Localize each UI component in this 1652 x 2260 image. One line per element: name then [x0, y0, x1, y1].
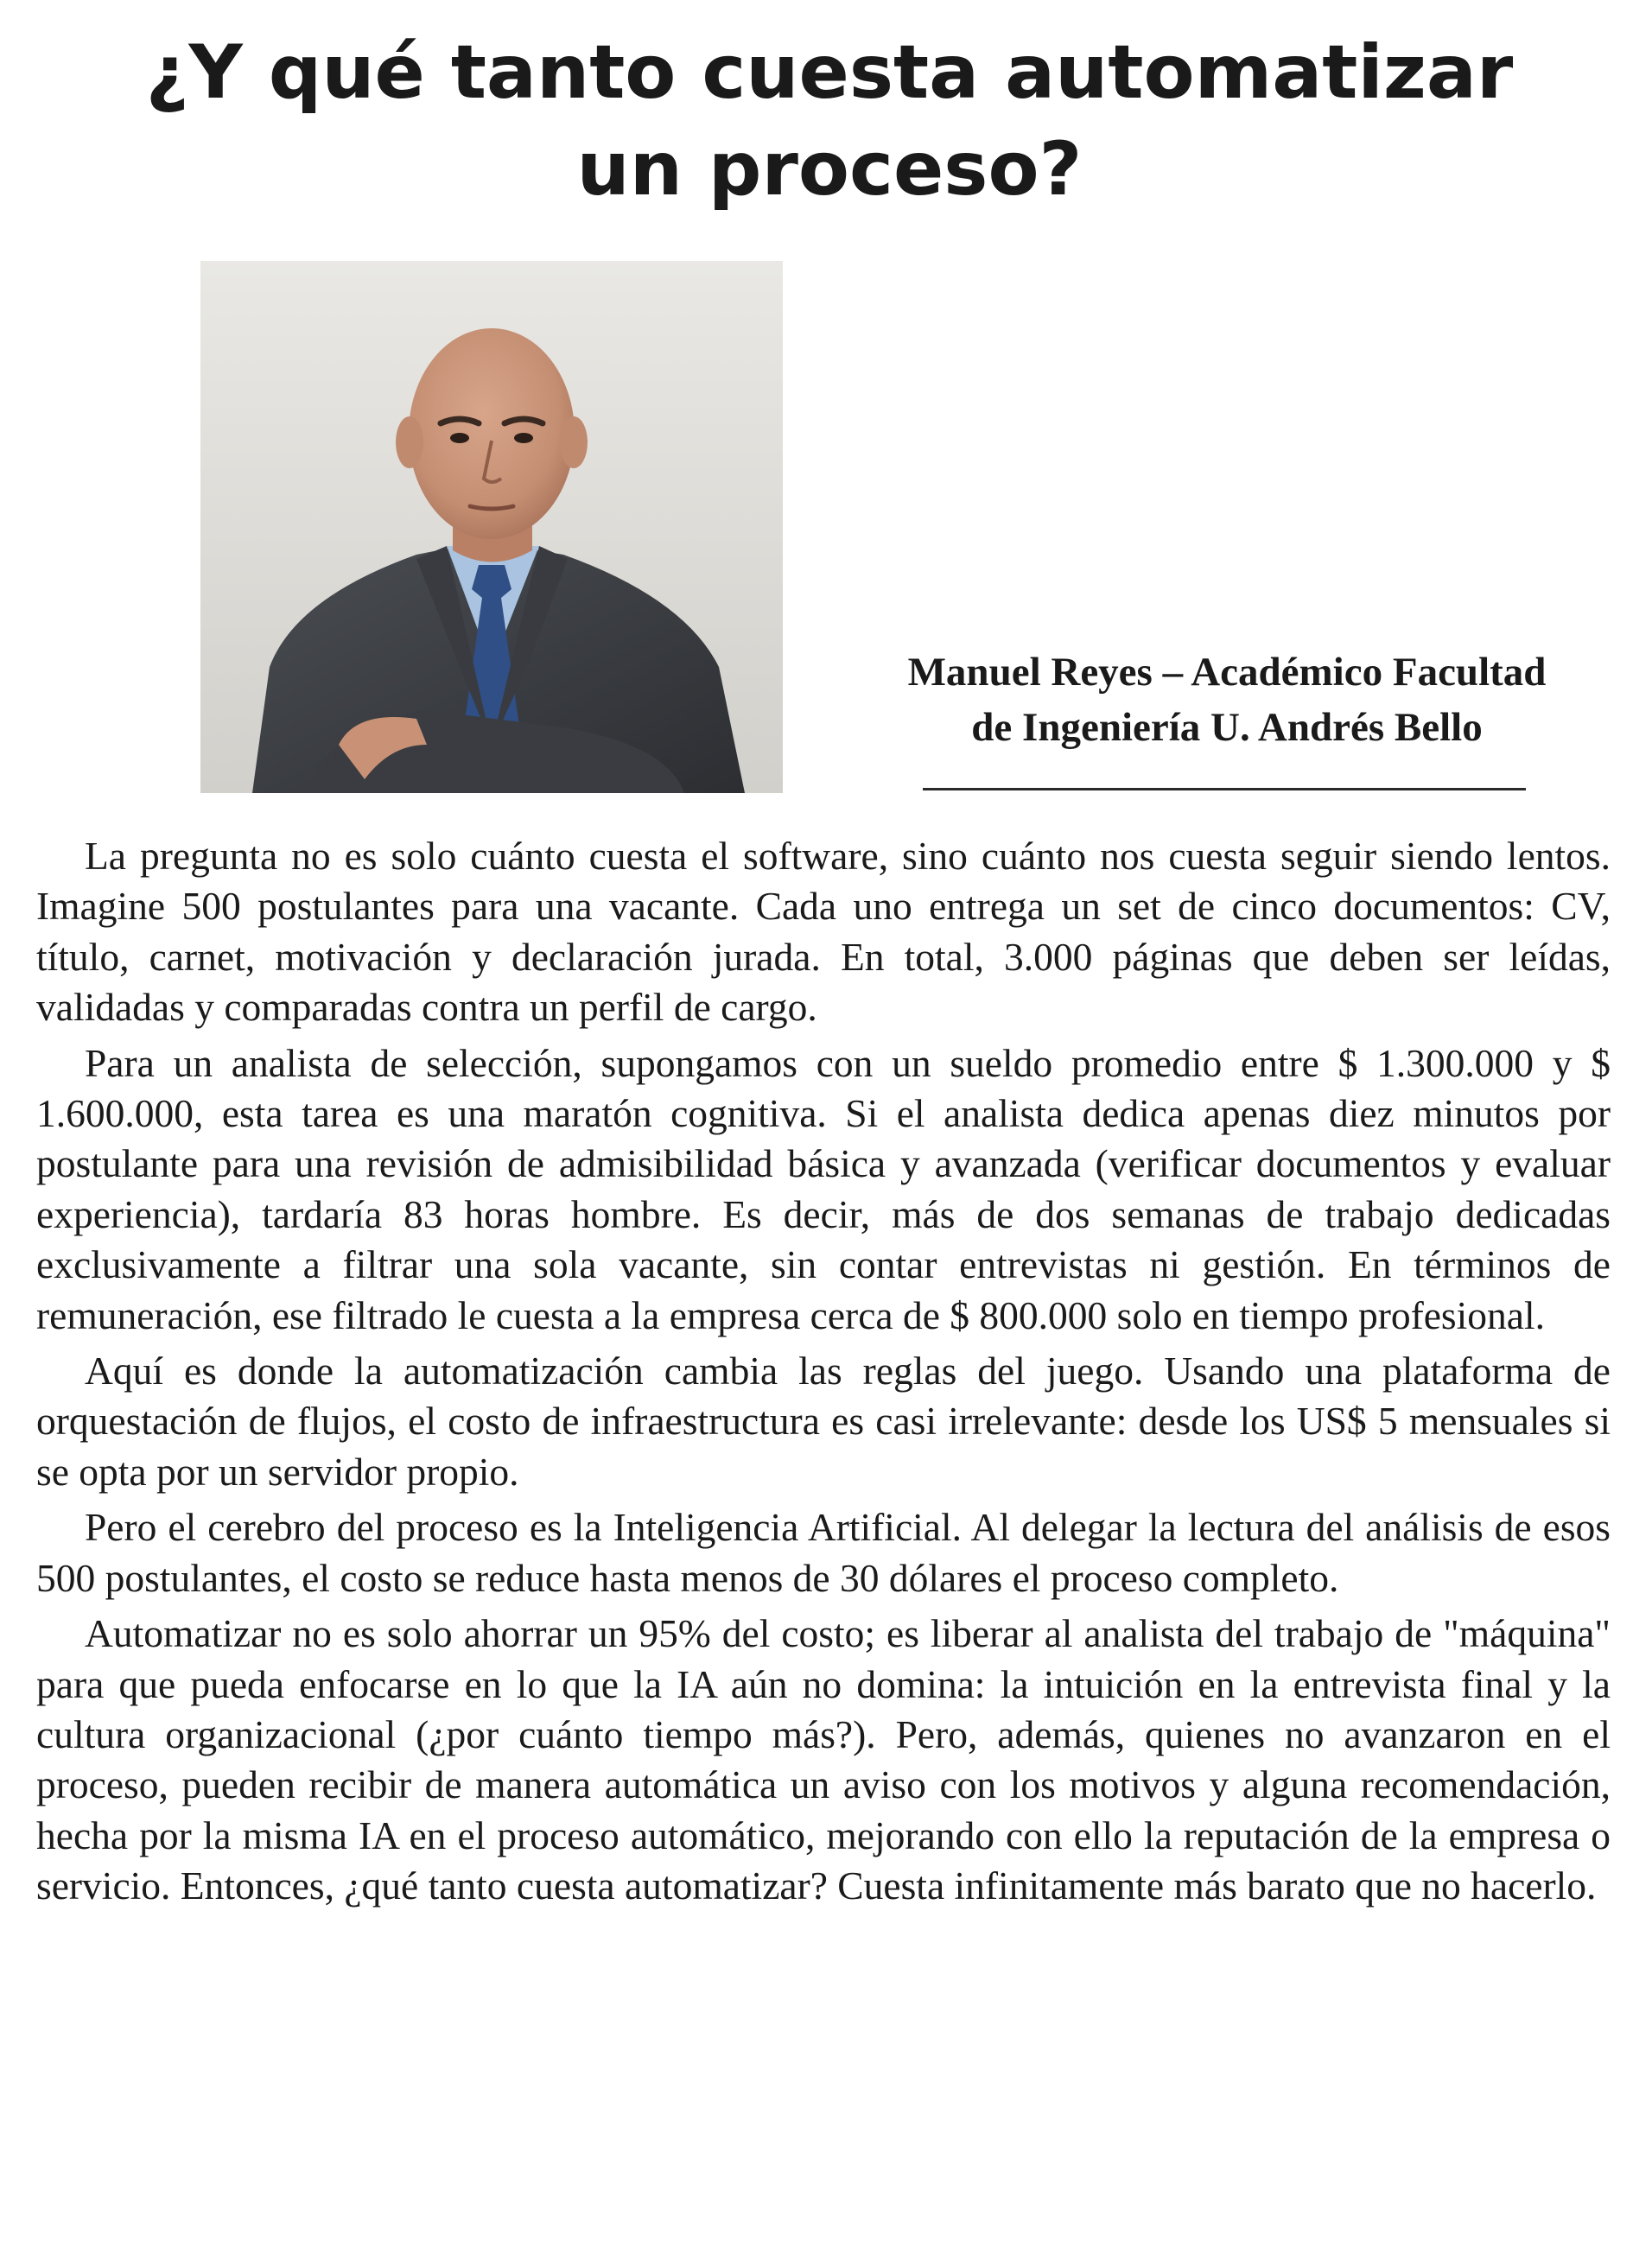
author-portrait-icon: [200, 261, 783, 793]
author-photo: [200, 261, 783, 793]
article-body: [36, 831, 1611, 1917]
byline-line-1: Manuel Reyes – Académico Facultad: [907, 650, 1547, 695]
headline-line-2: un proceso?: [576, 126, 1083, 213]
byline-line-2: de Ingeniería U. Andrés Bello: [971, 705, 1483, 750]
headline-line-1: ¿Y qué tanto cuesta automatizar: [145, 29, 1514, 116]
article-paragraph: Para un analista de selección, supongamos con un sueldo promedio entre $ 1.300.000 y $ 1.600.000, esta tarea es una maratón cognitiva. Si el analista dedica apenas diez minutos por postulante para una revisión de admisibilidad básica y avanzada (verificar documentos y evaluar experiencia), tardaría 83 horas hombre. Es decir, más de dos semanas de trabajo dedicadas exclusivamente a filtrar una sola vacante, sin contar entrevistas ni gestión. En términos de remuneración, ese filtrado le cuesta a la empresa cerca de $ 800.000 solo en tiempo profesional.: [36, 1040, 1611, 1337]
article-paragraph: Automatizar no es solo ahorrar un 95% del costo; es liberar al analista del trabajo de "máquina" para que pueda enfocarse en lo que la IA aún no domina: la intuición en la entrevista final y la cultura organizacional (¿por cuánto tiempo más?). Pero, además, quienes no avanzaron en el proceso, pueden recibir de manera automática un aviso con los motivos y alguna recomendación, hecha por la misma IA en el proceso automático, mejorando con ello la reputación de la empresa o servicio. Entonces, ¿qué tanto cuesta automatizar? Cuesta infinitamente más barato que no hacerlo.: [36, 1611, 1611, 1908]
article-paragraph: Pero el cerebro del proceso es la Inteligencia Artificial. Al delegar la lectura del análisis de esos 500 postulantes, el costo se reduce hasta menos de 30 dólares el proceso completo.: [36, 1505, 1611, 1600]
author-byline: [829, 644, 1624, 755]
article-paragraph: La pregunta no es solo cuánto cuesta el software, sino cuánto nos cuesta seguir siendo lentos. Imagine 500 postulantes para una vacante. Cada uno entrega un set de cinco documentos: CV, título, carnet, motivación y declaración jurada. En total, 3.000 páginas que deben ser leídas, validadas y comparadas contra un perfil de cargo.: [36, 834, 1611, 1030]
article-paragraph: Aquí es donde la automatización cambia las reglas del juego. Usando una plataforma de orquestación de flujos, el costo de infraestructura es casi irrelevante: desde los US$ 5 mensuales si se opta por un servidor propio.: [36, 1349, 1611, 1494]
headline: [52, 24, 1607, 218]
byline-divider: [923, 788, 1526, 790]
